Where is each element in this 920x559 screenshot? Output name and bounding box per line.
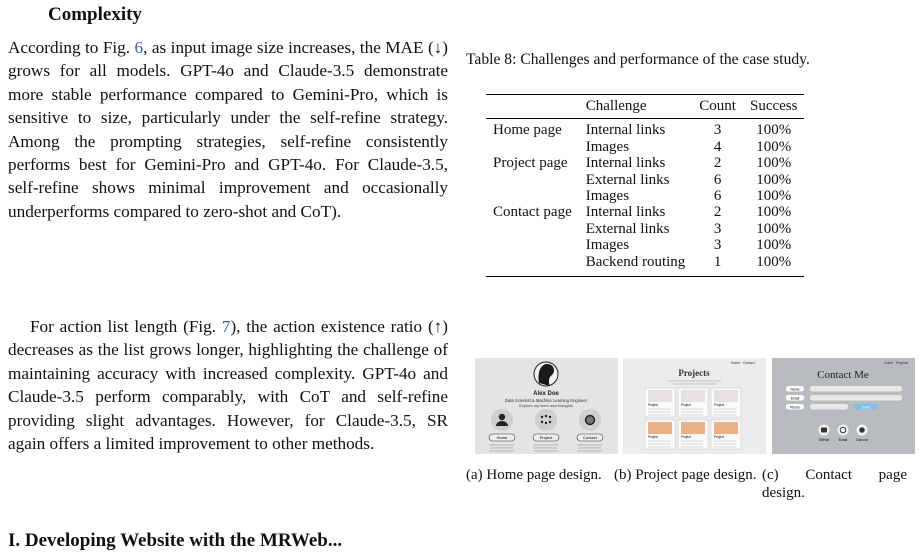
figure-reference-link[interactable]: 7 [221, 317, 231, 336]
home-btn-home: Home [496, 435, 508, 440]
table-cell: External links [585, 220, 670, 237]
home-role: Data Scientist & Machine Learning Engineer [504, 398, 588, 403]
table-header-cell: Challenge [579, 95, 693, 119]
table-cell: 100% [756, 122, 792, 139]
table-cell: Images [585, 138, 630, 155]
contact-field-email: Email [790, 396, 800, 401]
contact-field-name: Name [790, 387, 800, 392]
project-card [678, 420, 708, 449]
table-row [486, 221, 804, 237]
github-icon [821, 428, 827, 433]
table-row [486, 172, 804, 188]
paragraph-action-list [8, 315, 448, 455]
table-cell: 3 [713, 237, 722, 254]
home-btn-project: Project [539, 435, 553, 440]
table-cell: Contact page [493, 204, 572, 221]
projects-title: Projects [678, 368, 710, 378]
table-cell: 100% [756, 188, 792, 205]
table-row [486, 237, 804, 253]
table-cell: 100% [756, 138, 792, 155]
table-cell [486, 254, 579, 277]
contact-field-phone: Phone [790, 405, 800, 410]
table-cell [486, 139, 579, 155]
project-card-label: Project [681, 435, 691, 439]
project-card [678, 388, 708, 417]
table-cell [486, 221, 579, 237]
projects-page-drawing [623, 358, 766, 454]
table-cell: 3 [713, 220, 722, 237]
contact-title: Contact Me [817, 369, 869, 381]
table-row [486, 204, 804, 220]
project-card-label: Project [648, 403, 658, 407]
project-card-label: Project [714, 435, 724, 439]
section-title: Complexity [48, 4, 142, 25]
challenges-table [486, 94, 804, 277]
table-cell: 100% [756, 171, 792, 188]
contact-nav-projects: Projects [896, 361, 909, 365]
table-cell: Images [585, 188, 630, 205]
table-cell: External links [585, 171, 670, 188]
paragraph-text: According to Fig. [8, 38, 135, 57]
project-card [645, 388, 675, 417]
table-cell: Home page [493, 122, 562, 139]
project-card [711, 388, 741, 417]
table-cell: Internal links [585, 204, 666, 221]
table-caption: Table 8: Challenges and performance of the case study. [466, 51, 810, 68]
table-cell: 100% [756, 204, 792, 221]
table-cell [486, 237, 579, 253]
contact-page-thumbnail [772, 358, 915, 454]
table-header-cell: Success [743, 95, 805, 119]
home-btn-contact: Contact [583, 435, 597, 440]
projects-nav-home: Home [731, 361, 741, 365]
table-cell: 100% [756, 220, 792, 237]
projects-page-thumbnail [623, 358, 766, 454]
table-cell: Backend routing [579, 254, 693, 277]
project-card-label: Project [648, 435, 658, 439]
contact-nav-home: Home [884, 361, 894, 365]
table-header-cell: Count [692, 95, 743, 119]
table-cell: 2 [713, 204, 722, 221]
table-cell: Images [585, 237, 630, 254]
home-name: Alex Doe [533, 391, 559, 397]
project-card-label: Project [714, 403, 724, 407]
figure-caption-projects: (b) Project page design. [614, 467, 757, 483]
paragraph-text: For action list length (Fig. [30, 317, 222, 336]
contact-icon-github: GitHub [818, 438, 830, 442]
contact-page-drawing [772, 358, 915, 454]
table-cell: 2 [713, 155, 722, 172]
table-row [486, 254, 804, 277]
figure-caption-home: (a) Home page design. [466, 467, 602, 483]
paragraph-complexity [8, 36, 448, 223]
table-header-cell [486, 95, 579, 119]
table-cell: 4 [713, 138, 722, 155]
table-row [486, 119, 804, 139]
contact-icon-email: Email [838, 438, 848, 442]
home-tagline: Explore my work and thoughts [519, 403, 573, 408]
project-card [645, 420, 675, 449]
table-cell: Project page [493, 155, 568, 172]
project-card [711, 420, 741, 449]
person-icon [499, 414, 505, 420]
table-cell [486, 172, 579, 188]
table-body [486, 119, 804, 277]
project-cards [645, 388, 741, 449]
projects-nav-contact: Contact [743, 361, 755, 365]
table-cell: 1 [692, 254, 743, 277]
table-header-row [486, 95, 804, 119]
table-row [486, 155, 804, 171]
contact-send-label: Send [862, 405, 870, 410]
table-row [486, 139, 804, 155]
discord-icon [859, 427, 865, 433]
paragraph-text: ), the action existence ratio (↑) decreases as the list grows longer, highlighting the challenge of maintaining accuracy with increased complexity. GPT-4o and Claude-3.5 perform comparably, with CoT and self-refine providing slight advantages. However, for Claude-3.5, SR again offers a limited improvement to other methods. [8, 317, 448, 454]
table-cell: 3 [713, 122, 722, 139]
table-cell: 100% [756, 155, 792, 172]
project-card-label: Project [681, 403, 691, 407]
table-cell: 100% [743, 254, 805, 277]
next-section-heading: I. Developing Website with the MRWeb... [8, 530, 343, 551]
home-page-thumbnail [475, 358, 618, 454]
table-cell: 100% [756, 237, 792, 254]
contact-icon-discord: Discord [856, 438, 868, 442]
target-icon [586, 416, 595, 425]
figure-reference-link[interactable]: 6 [134, 38, 144, 57]
table-cell: Internal links [585, 155, 666, 172]
home-page-drawing [475, 358, 618, 454]
table-cell [486, 188, 579, 204]
figure-caption-contact: (c) Contact page design. [762, 467, 907, 501]
table-cell: 6 [713, 171, 722, 188]
table-cell: Internal links [585, 122, 666, 139]
paragraph-text: , as input image size increases, the MAE (↓) grows for all models. GPT-4o and Claude-3.5 demonstrate more stable performance compared to Gemini-Pro, which is sensitive to size, particularly under the self-refine strategy. Among the prompting strategies, self-refine consistently performs best for Gemini-Pro and GPT-4o. For Claude-3.5, self-refine shows minimal improvement and occasionally underperforms compared to zero-shot and CoT). [8, 38, 448, 221]
table-cell: 6 [713, 188, 722, 205]
table-row [486, 188, 804, 204]
